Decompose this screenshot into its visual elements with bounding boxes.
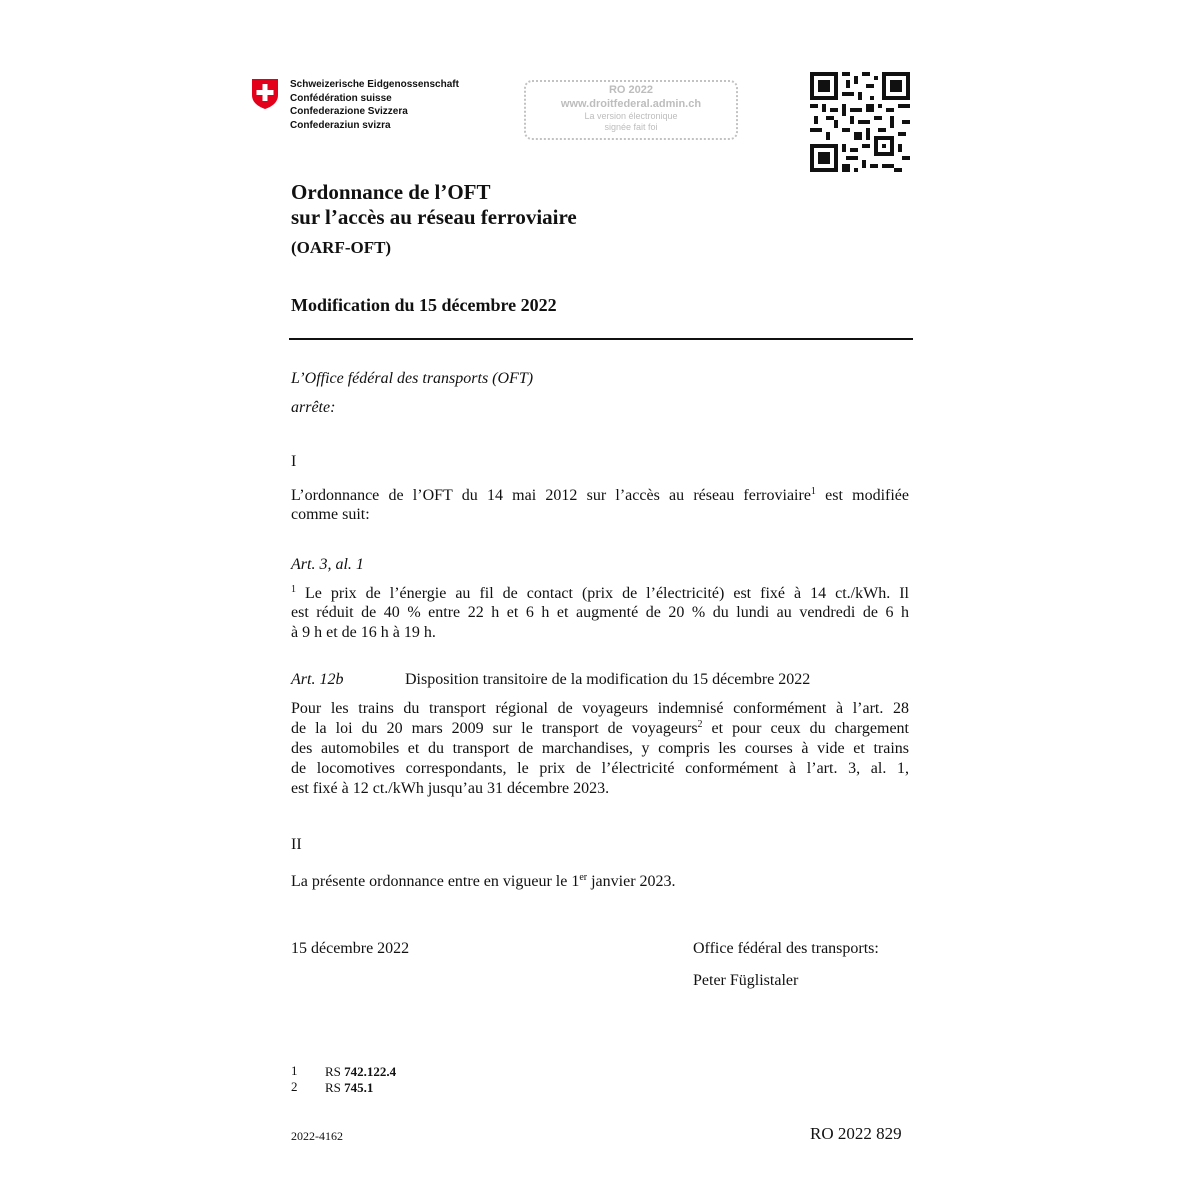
section-2-text-b: janvier 2023. bbox=[587, 873, 676, 890]
footnote-ref-2[interactable]: 2 bbox=[697, 719, 703, 730]
seal-url: www.droitfederal.admin.ch bbox=[560, 98, 702, 110]
art-12b-heading: Art. 12b bbox=[291, 671, 344, 688]
footnote-1 bbox=[325, 1064, 396, 1080]
art-12b-title: Disposition transitoire de la modification du 15 décembre 2022 bbox=[405, 671, 811, 688]
section-2-numeral: II bbox=[291, 836, 302, 853]
section-2-text bbox=[291, 872, 676, 892]
title-line-2: sur l’accès au réseau ferroviaire bbox=[291, 205, 577, 229]
footnote-1-number: 1 bbox=[291, 1063, 298, 1078]
title-line-1: Ordonnance de l’OFT bbox=[291, 180, 491, 204]
art-3-line-3: à 9 h et de 16 h à 19 h. bbox=[291, 624, 436, 641]
section-1-numeral: I bbox=[291, 453, 297, 470]
footnote-1-ref: 742.122.4 bbox=[344, 1064, 397, 1079]
preamble-authority: L’Office fédéral des transports (OFT) bbox=[291, 370, 534, 387]
seal-text-2: signée fait foi bbox=[604, 122, 658, 132]
signature-office: Office fédéral des transports: bbox=[693, 940, 879, 957]
ordinal-suffix: er bbox=[579, 872, 588, 883]
intro-text-b: est modifiée bbox=[815, 487, 910, 504]
footnote-2 bbox=[325, 1080, 373, 1096]
confederation-name-rm: Confederaziun svizra bbox=[290, 119, 391, 131]
signature-name: Peter Füglistaler bbox=[693, 972, 799, 989]
paragraph-number: 1 bbox=[291, 584, 296, 595]
art-12b-line-5: est fixé à 12 ct./kWh jusqu’au 31 décembre 2023. bbox=[291, 780, 610, 797]
art-12b-line-2 bbox=[291, 719, 909, 739]
swiss-cross-logo bbox=[251, 78, 279, 110]
document-number: 2022-4162 bbox=[291, 1129, 343, 1143]
art-12b-line-3: des automobiles et du transport de marchandises, y compris les courses à vide et trains bbox=[291, 740, 909, 757]
seal-text-1: La version électronique bbox=[584, 111, 678, 121]
intro-text-a: L’ordonnance de l’OFT du 14 mai 2012 sur l’accès au réseau ferroviaire bbox=[291, 487, 811, 504]
art-3-heading: Art. 3, al. 1 bbox=[291, 556, 364, 573]
modification-date: Modification du 15 décembre 2022 bbox=[291, 295, 557, 315]
footnote-2-number: 2 bbox=[291, 1079, 298, 1094]
confederation-name-fr: Confédération suisse bbox=[290, 92, 392, 104]
confederation-name-de: Schweizerische Eidgenossenschaft bbox=[290, 79, 459, 90]
signature-date: 15 décembre 2022 bbox=[291, 940, 410, 957]
seal-ro: RO 2022 bbox=[608, 84, 654, 96]
confederation-names bbox=[290, 78, 459, 132]
art-3-line-2: est réduit de 40 % entre 22 h et 6 h et augmenté de 20 % du lundi au vendredi de 6 h bbox=[291, 604, 909, 621]
art-12b-line-4: de locomotives correspondants, le prix de l’électricité conformément à l’art. 3, al. 1, bbox=[291, 760, 909, 777]
footnote-2-ref: 745.1 bbox=[344, 1080, 374, 1095]
art-3-line-1-text: Le prix de l’énergie au fil de contact (prix de l’électricité) est fixé à 14 ct./kWh. Il bbox=[296, 585, 909, 602]
title-divider bbox=[289, 338, 913, 340]
art-12b-line-1: Pour les trains du transport régional de voyageurs indemnisé conformément à l’art. 28 bbox=[291, 700, 909, 717]
footnote-ref-1[interactable]: 1 bbox=[810, 486, 816, 497]
document-title bbox=[291, 180, 577, 230]
section-2-text-a: La présente ordonnance entre en vigueur le 1 bbox=[291, 873, 580, 890]
footnote-1-prefix: RS bbox=[325, 1064, 345, 1079]
art-3-line-1 bbox=[291, 584, 909, 604]
section-1-intro-line-1 bbox=[291, 486, 909, 506]
confederation-name-it: Confederazione Svizzera bbox=[290, 106, 408, 117]
electronic-signature-seal bbox=[524, 80, 738, 140]
art-12b-line-2-text-b: et pour ceux du chargement bbox=[702, 720, 909, 737]
preamble-decrees: arrête: bbox=[291, 399, 336, 416]
footnote-2-prefix: RS bbox=[325, 1080, 345, 1095]
ro-reference: RO 2022 829 bbox=[810, 1124, 902, 1143]
art-12b-line-2-text-a: de la loi du 20 mars 2009 sur le transport de voyageurs bbox=[291, 720, 698, 737]
qr-code[interactable] bbox=[810, 72, 910, 172]
section-1-intro-line-2: comme suit: bbox=[291, 506, 370, 523]
title-abbreviation: (OARF-OFT) bbox=[291, 238, 392, 257]
